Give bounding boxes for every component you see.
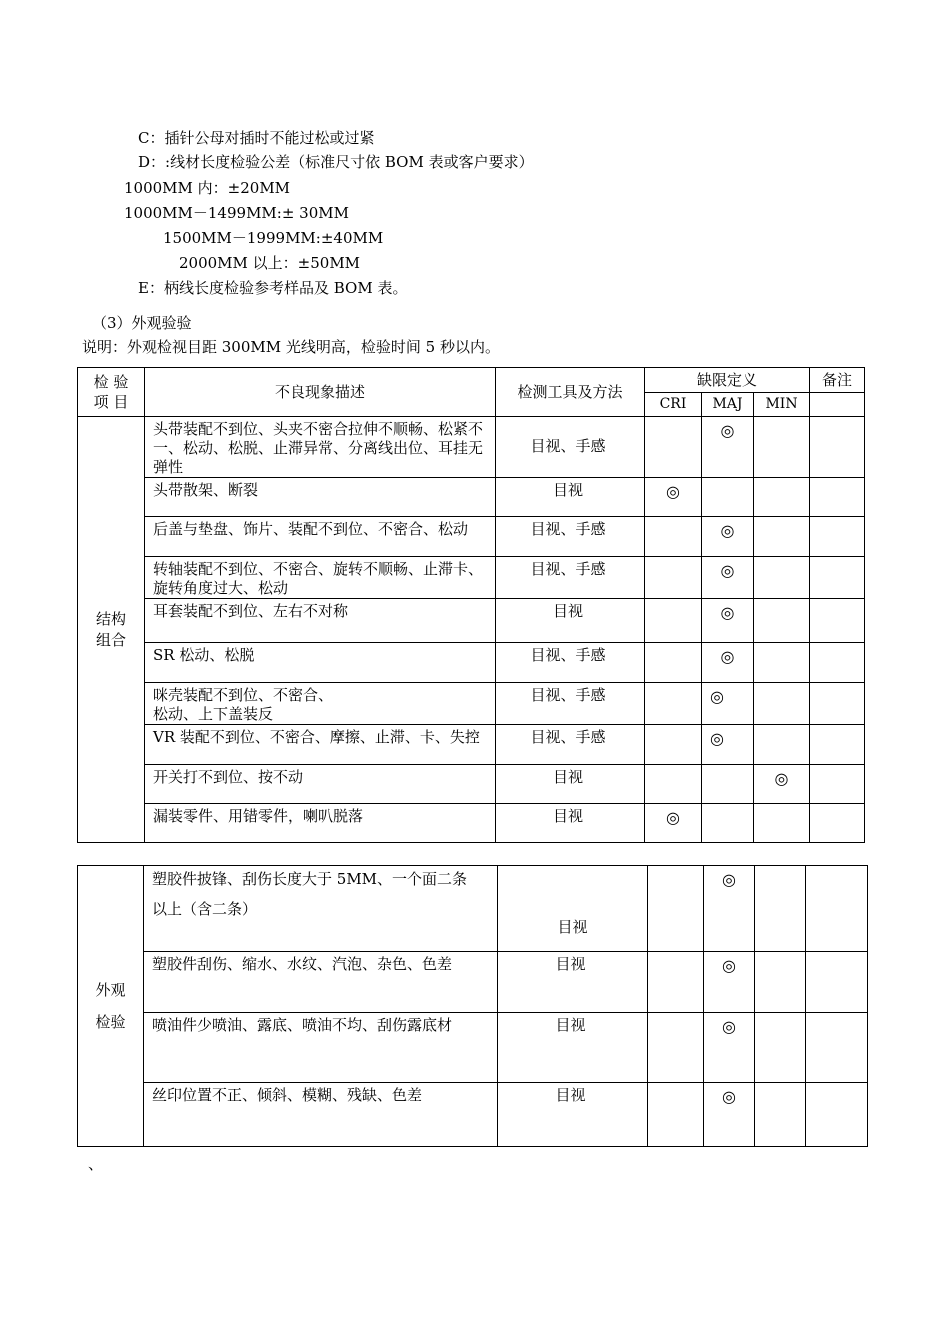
- tool-method: 目视: [496, 804, 645, 843]
- remark-cell: [810, 557, 865, 599]
- header-tool-method: 检测工具及方法: [496, 368, 645, 417]
- header-inspection-item: 检 验 项 目: [78, 368, 145, 417]
- spec-line-tolerance-1499: 1000MM－1499MM:± 30MM: [124, 204, 349, 222]
- cri-mark: [645, 599, 702, 643]
- remark-cell: [806, 866, 868, 952]
- maj-mark: ◎: [702, 643, 754, 683]
- tool-method: 目视: [498, 952, 648, 1013]
- appearance-inspection-table: [77, 865, 868, 1147]
- maj-mark: ◎: [704, 1083, 755, 1147]
- defect-description: 塑胶件披锋、刮伤长度大于 5MM、一个面二条 以上（含二条）: [144, 866, 498, 952]
- cri-mark: [645, 765, 702, 804]
- min-mark: [755, 1083, 806, 1147]
- defect-description: 漏装零件、用错零件，喇叭脱落: [145, 804, 496, 843]
- remark-cell: [806, 1013, 868, 1083]
- min-mark: [754, 417, 810, 478]
- min-mark: [754, 478, 810, 517]
- remark-cell: [810, 643, 865, 683]
- min-mark: ◎: [754, 765, 810, 804]
- cri-mark: [645, 557, 702, 599]
- min-mark: [754, 643, 810, 683]
- tool-method: 目视: [496, 765, 645, 804]
- trailing-mark: 、: [88, 1155, 104, 1173]
- structure-inspection-table: [77, 367, 865, 843]
- maj-mark: ◎: [702, 557, 754, 599]
- maj-mark: ◎: [702, 417, 754, 478]
- cri-mark: [648, 952, 704, 1013]
- cri-mark: ◎: [645, 804, 702, 843]
- min-mark: [755, 1013, 806, 1083]
- spec-line-e: E：柄线长度检验参考样品及 BOM 表。: [138, 279, 408, 297]
- header-defect-description: 不良现象描述: [145, 368, 496, 417]
- min-mark: [754, 804, 810, 843]
- maj-mark: ◎: [702, 517, 754, 557]
- spec-line-tolerance-1999: 1500MM－1999MM:±40MM: [163, 229, 384, 247]
- group-label-structure: 结构 组合: [78, 417, 145, 843]
- tool-method: 目视、手感: [496, 725, 645, 765]
- tool-method: 目视: [496, 599, 645, 643]
- defect-description: VR 装配不到位、不密合、摩擦、止滞、卡、失控: [145, 725, 496, 765]
- defect-description: 咪壳装配不到位、不密合、 松动、上下盖装反: [145, 683, 496, 725]
- tool-method: 目视、手感: [496, 557, 645, 599]
- tool-method: 目视: [498, 866, 648, 952]
- min-mark: [754, 517, 810, 557]
- spec-line-tolerance-1000: 1000MM 内：±20MM: [124, 179, 291, 197]
- defect-description: 后盖与垫盘、饰片、装配不到位、不密合、松动: [145, 517, 496, 557]
- defect-description: 头带装配不到位、头夹不密合拉伸不顺畅、松紧不一、松动、松脱、止滞异常、分离线出位、耳挂无弹性: [145, 417, 496, 478]
- header-min: MIN: [754, 393, 810, 417]
- tool-method: 目视、手感: [496, 683, 645, 725]
- remark-cell: [810, 804, 865, 843]
- min-mark: [754, 557, 810, 599]
- min-mark: [755, 952, 806, 1013]
- maj-mark: ◎: [702, 599, 754, 643]
- inspection-note: 说明：外观检视目距 300MM 光线明高，检验时间 5 秒以内。: [82, 338, 500, 356]
- remark-cell: [810, 725, 865, 765]
- remark-cell: [810, 417, 865, 478]
- maj-mark: [702, 804, 754, 843]
- min-mark: [754, 683, 810, 725]
- cri-mark: [645, 683, 702, 725]
- maj-mark: ◎: [704, 1013, 755, 1083]
- tool-method: 目视: [496, 478, 645, 517]
- maj-mark: ◎: [702, 683, 754, 725]
- cri-mark: ◎: [645, 478, 702, 517]
- defect-description: 耳套装配不到位、左右不对称: [145, 599, 496, 643]
- spec-line-c: C：插针公母对插时不能过松或过紧: [138, 129, 375, 147]
- min-mark: [754, 725, 810, 765]
- defect-description: 塑胶件刮伤、缩水、水纹、汽泡、杂色、色差: [144, 952, 498, 1013]
- remark-cell: [810, 517, 865, 557]
- remark-cell: [806, 952, 868, 1013]
- min-mark: [755, 866, 806, 952]
- maj-mark: ◎: [704, 866, 755, 952]
- defect-description: 转轴装配不到位、不密合、旋转不顺畅、止滞卡、旋转角度过大、松动: [145, 557, 496, 599]
- cri-mark: [648, 1013, 704, 1083]
- spec-line-tolerance-2000: 2000MM 以上：±50MM: [179, 254, 361, 272]
- maj-mark: ◎: [704, 952, 755, 1013]
- maj-mark: [702, 478, 754, 517]
- cri-mark: [645, 643, 702, 683]
- tool-method: 目视、手感: [496, 517, 645, 557]
- remark-cell: [810, 478, 865, 517]
- cri-mark: [648, 866, 704, 952]
- cri-mark: [645, 417, 702, 478]
- section-title: （3）外观验验: [92, 314, 192, 332]
- min-mark: [754, 599, 810, 643]
- cri-mark: [645, 725, 702, 765]
- tool-method: 目视、手感: [496, 417, 645, 478]
- remark-cell: [810, 765, 865, 804]
- defect-description: 头带散架、断裂: [145, 478, 496, 517]
- defect-description: 喷油件少喷油、露底、喷油不均、刮伤露底材: [144, 1013, 498, 1083]
- header-remark: 备注: [810, 368, 865, 393]
- cri-mark: [648, 1083, 704, 1147]
- header-defect-definition: 缺限定义: [645, 368, 810, 393]
- defect-description: 开关打不到位、按不动: [145, 765, 496, 804]
- maj-mark: [702, 765, 754, 804]
- header-remark-blank: [810, 393, 865, 417]
- remark-cell: [810, 599, 865, 643]
- remark-cell: [806, 1083, 868, 1147]
- defect-description: SR 松动、松脱: [145, 643, 496, 683]
- tool-method: 目视: [498, 1083, 648, 1147]
- spec-line-d: D：:线材长度检验公差（标准尺寸依 BOM 表或客户要求）: [138, 153, 534, 171]
- header-maj: MAJ: [702, 393, 754, 417]
- defect-description: 丝印位置不正、倾斜、模糊、残缺、色差: [144, 1083, 498, 1147]
- cri-mark: [645, 517, 702, 557]
- tool-method: 目视: [498, 1013, 648, 1083]
- tool-method: 目视、手感: [496, 643, 645, 683]
- remark-cell: [810, 683, 865, 725]
- group-label-appearance: 外观 检验: [78, 866, 144, 1147]
- maj-mark: ◎: [702, 725, 754, 765]
- header-cri: CRI: [645, 393, 702, 417]
